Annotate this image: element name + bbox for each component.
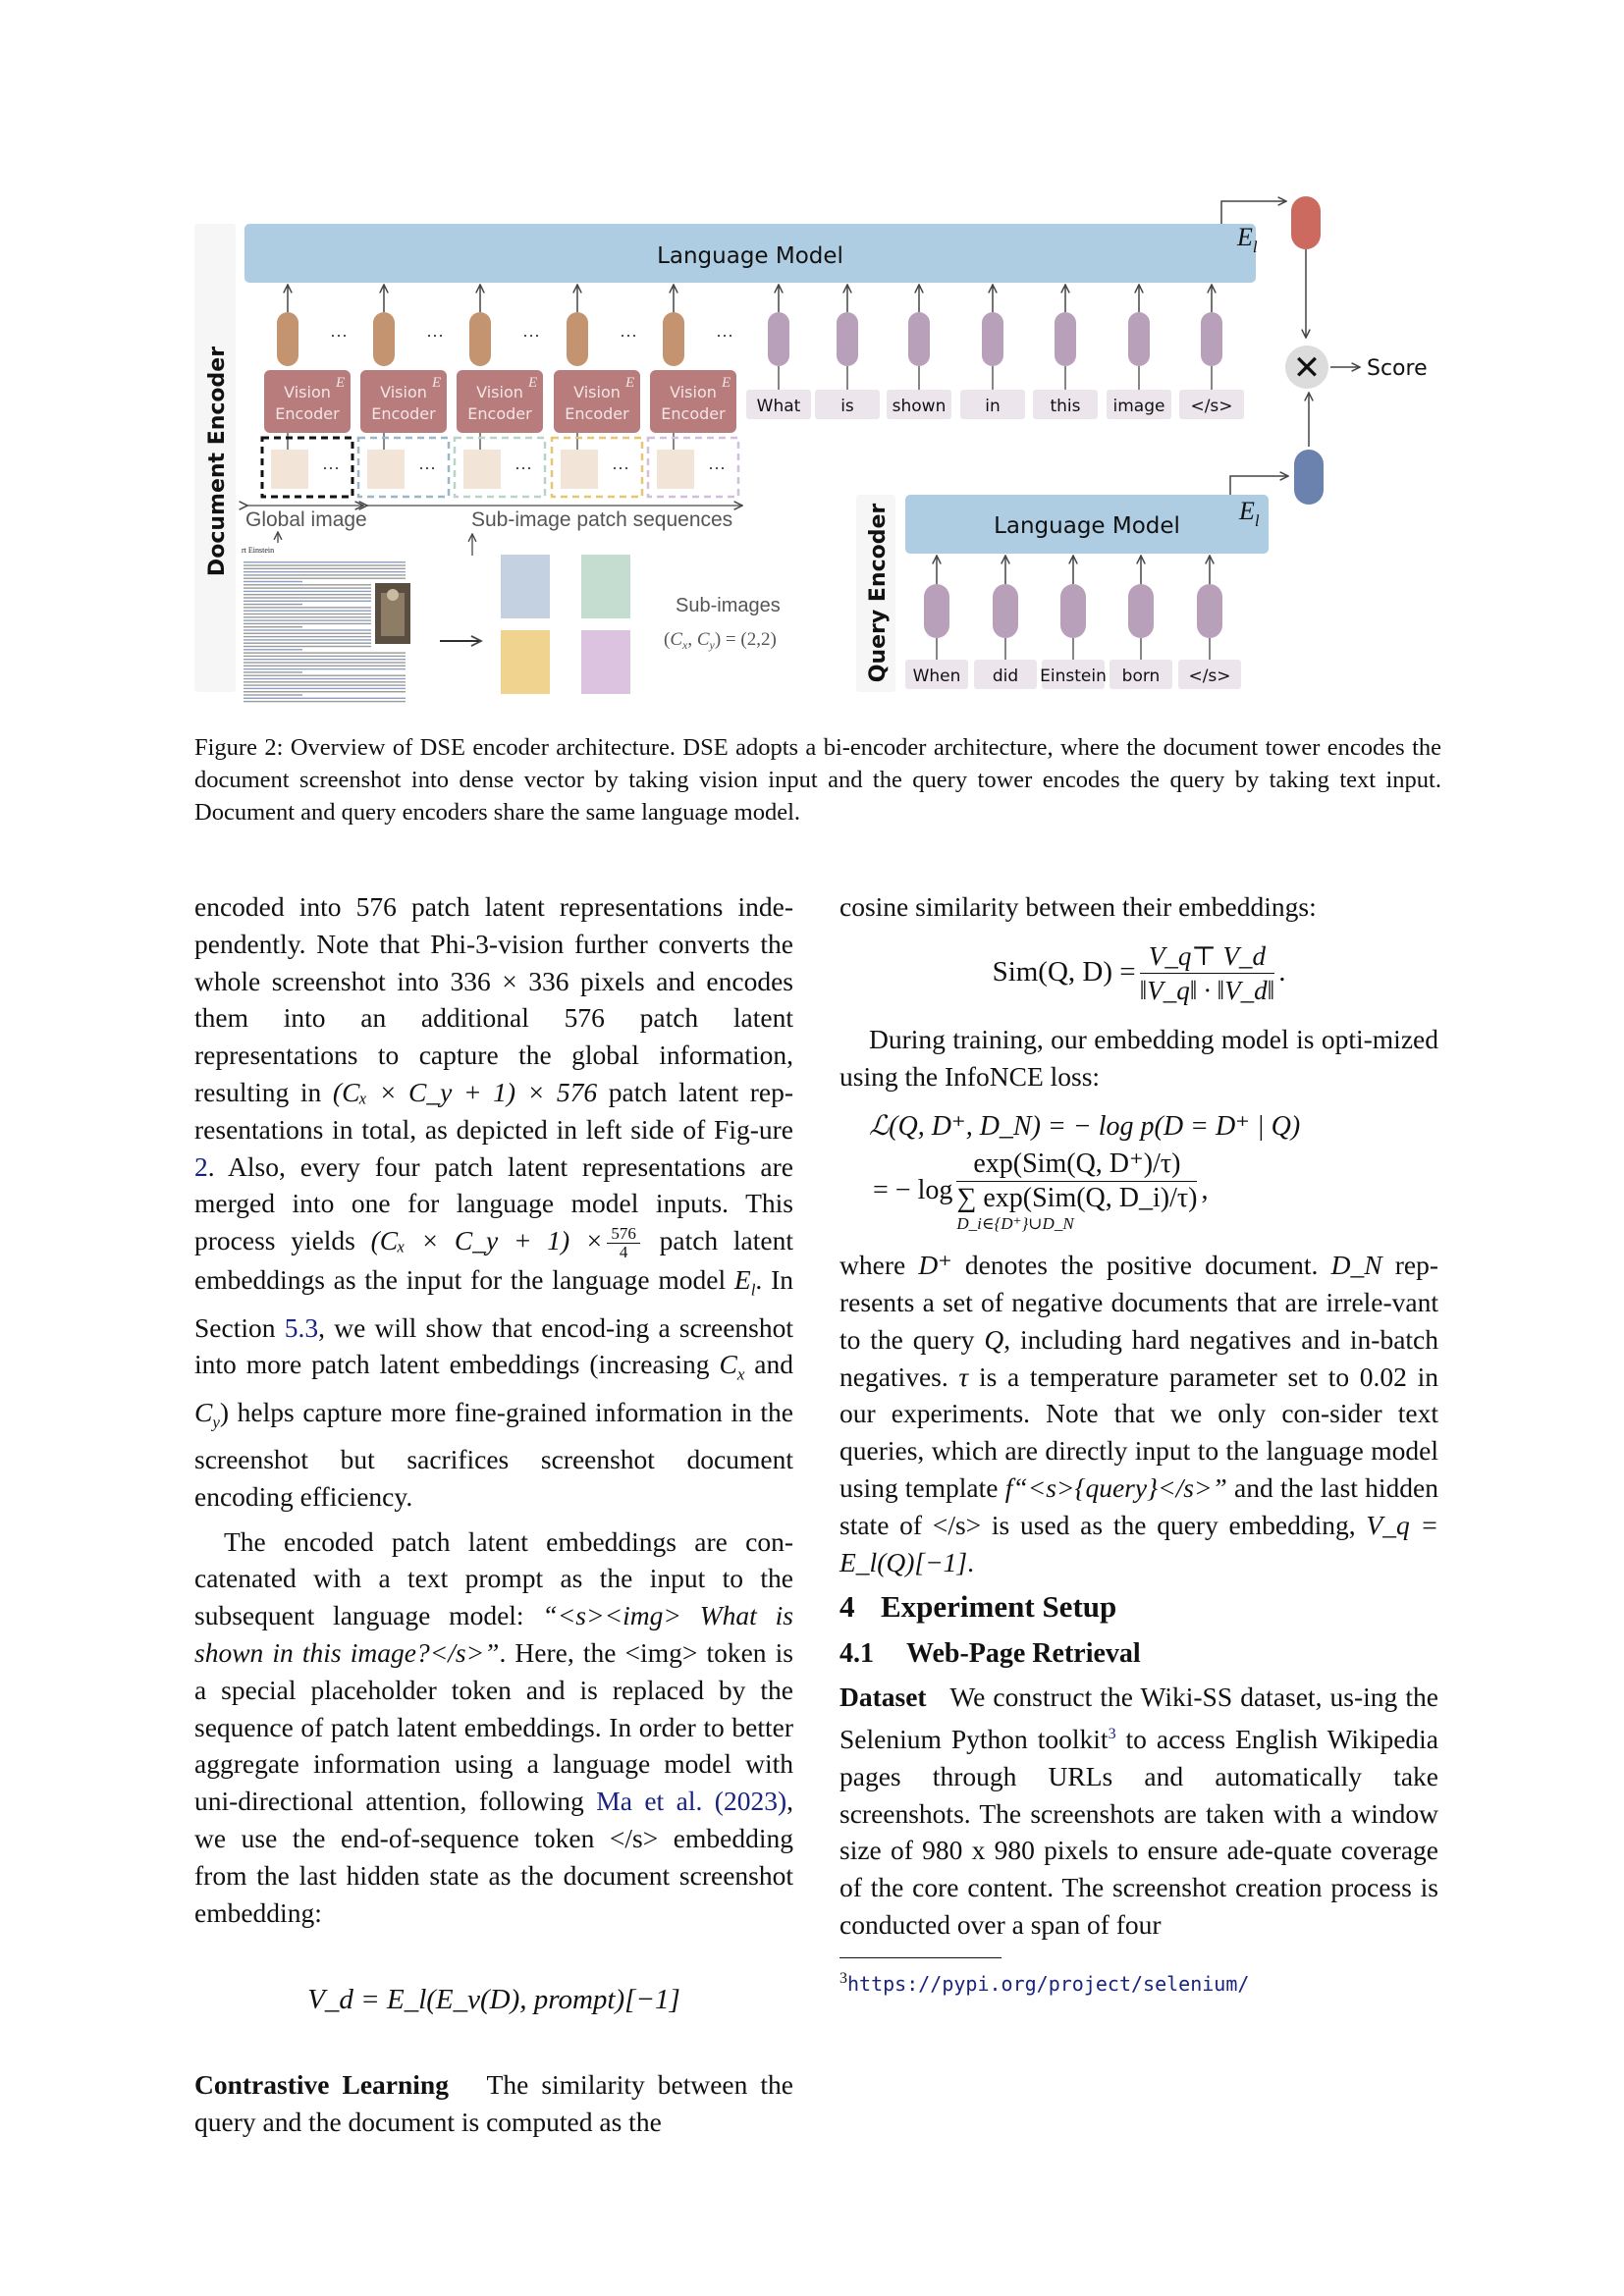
text-token-embedding bbox=[768, 312, 789, 366]
prompt-token-label: in bbox=[985, 397, 1001, 416]
query-token-embedding bbox=[1128, 584, 1154, 638]
ellipsis: ··· bbox=[514, 458, 532, 478]
vision-token bbox=[373, 312, 395, 366]
svg-text:Encoder: Encoder bbox=[275, 404, 340, 423]
vision-encoder-symbol: E bbox=[722, 375, 731, 391]
architecture-figure bbox=[187, 187, 1463, 717]
patch bbox=[657, 450, 694, 489]
doc-language-model-label: Language Model bbox=[657, 243, 843, 269]
footnote-divider bbox=[839, 1957, 1001, 1958]
global-image-label: Global image bbox=[245, 508, 367, 531]
vision-encoder-label: Vision bbox=[476, 383, 523, 401]
patch bbox=[463, 450, 501, 489]
patch bbox=[561, 450, 598, 489]
paragraph-negatives: where D⁺ denotes the positive document. D_N rep-resents a set of negative documents that are irrele-vant to the query Q, including hard negatives and in-batch negatives. τ is a temperature parameter set to 0.02 in our experiments. Note that we only con-sider text queries, which are directly input to the language model using template f“<s>{query}</s>” and the last hidden state of </s> is used as the query embedding, V_q = E_l(Q)[−1]. bbox=[839, 1250, 1438, 1577]
paragraph-cosine: cosine similarity between their embeddings: bbox=[839, 891, 1317, 922]
vision-encoder-label: Vision bbox=[380, 383, 427, 401]
ellipsis: ··· bbox=[418, 458, 436, 478]
prompt-token-label: shown bbox=[892, 397, 947, 416]
prompt-token-label: this bbox=[1050, 397, 1081, 416]
ellipsis: ··· bbox=[716, 326, 733, 346]
vision-encoder-symbol: E bbox=[432, 375, 442, 391]
ellipsis: ··· bbox=[522, 326, 540, 346]
query-token-embedding bbox=[1197, 584, 1222, 638]
ellipsis: ··· bbox=[322, 458, 340, 478]
vision-token bbox=[277, 312, 298, 366]
query-encoder-label: Query Encoder bbox=[866, 503, 891, 683]
text-token-embedding bbox=[908, 312, 930, 366]
paragraph-contrastive-learning: Contrastive Learning The similarity between the query and the document is computed as the bbox=[194, 2069, 793, 2137]
vision-encoder-symbol: E bbox=[625, 375, 635, 391]
svg-text:Encoder: Encoder bbox=[565, 404, 629, 423]
paragraph-text-prompt: The encoded patch latent embeddings are con-catenated with a text prompt as the input to the subsequent language model: “<s><img> What is shown in this image?</s>”. Here, the <img> token is a special placeholder token and is replaced by the sequence of patch latent embeddings. In order to better aggregate information using a language model with uni-directional attention, following Ma et al. (2023), we use the end-of-sequence token </s> embedding from the last hidden state as the document screenshot embedding: bbox=[194, 1525, 794, 1928]
text-token-embedding bbox=[837, 312, 858, 366]
footnote-ref-link[interactable]: 3 bbox=[1108, 1725, 1116, 1742]
sub-images-formula: ($C_x$, $C_y) = (2,2)$ bbox=[664, 629, 777, 652]
patch bbox=[271, 450, 308, 489]
vision-encoder-symbol: E bbox=[336, 375, 346, 391]
document-encoder-label: Document Encoder bbox=[205, 346, 230, 577]
prompt-token-label: What bbox=[756, 397, 801, 416]
query-lm-symbol: $E_l$ bbox=[1239, 497, 1260, 530]
figure-ref-link[interactable]: 2 bbox=[194, 1150, 208, 1182]
paragraph-infonce: During training, our embedding model is opti-mized using the InfoNCE loss: bbox=[839, 1023, 1438, 1092]
query-embedding bbox=[1294, 450, 1324, 505]
prompt-token-label: is bbox=[840, 397, 854, 416]
score-label: Score bbox=[1367, 356, 1428, 381]
equation-infonce-loss: ℒ(Q, D⁺, D_N) = − log p(D = D⁺ | Q) = − log exp(Sim(Q, D⁺)/τ) ∑ exp(Sim(Q, D_i)/τ) D_i∈{D⁺}∪D_N , bbox=[869, 1111, 1301, 1234]
text-token-embedding bbox=[1128, 312, 1150, 366]
sub-image-1 bbox=[501, 555, 550, 618]
text-token-embedding bbox=[1055, 312, 1076, 366]
vision-encoder-label: Vision bbox=[573, 383, 621, 401]
query-token-label: When bbox=[912, 667, 961, 686]
citation-link[interactable]: Ma et al. (2023) bbox=[596, 1786, 787, 1817]
vision-token bbox=[567, 312, 588, 366]
patch bbox=[367, 450, 405, 489]
query-token-label: Einstein bbox=[1040, 667, 1107, 686]
multiply-icon: ✕ bbox=[1292, 348, 1322, 388]
ellipsis: ··· bbox=[708, 458, 726, 478]
query-language-model-label: Language Model bbox=[994, 513, 1180, 539]
text-token-embedding bbox=[982, 312, 1003, 366]
query-token-embedding bbox=[993, 584, 1018, 638]
vision-token bbox=[469, 312, 491, 366]
query-token-label: </s> bbox=[1188, 667, 1231, 686]
query-token-embedding bbox=[1060, 584, 1086, 638]
figure-caption: Figure 2: Overview of DSE encoder architecture. DSE adopts a bi-encoder architecture, where the document tower encodes the document screenshot into dense vector by taking vision input and the query tower encodes the query by taking text input. Document and query encoders share the same language model. bbox=[194, 734, 1441, 826]
section-heading-experiment-setup: 4 Experiment Setup bbox=[839, 1589, 1117, 1625]
vision-token bbox=[663, 312, 684, 366]
section-ref-link[interactable]: 5.3 bbox=[284, 1311, 319, 1343]
subsection-heading-web-page-retrieval: 4.1 Web-Page Retrieval bbox=[839, 1638, 1141, 1670]
equation-similarity: Sim(Q, D) = $\frac{V\_q⊤ V\_d}{‖V\_q‖ \cdot ‖V\_d‖}$ . bbox=[992, 940, 1286, 1005]
sub-image-4 bbox=[581, 630, 630, 694]
doc-lm-symbol: $E_l$ bbox=[1237, 223, 1258, 256]
paragraph-patch-representation: encoded into 576 patch latent representations inde-pendently. Note that Phi-3-vision further converts the whole screenshot into 336 × 336 pixels and encodes them into an additional 576 patch latent representations to capture the global information, resulting in (Cₓ × C_y + 1) × 576 patch latent rep-resentations in total, as depicted in left side of Fig-ure 2. Also, every four patch latent representations are merged into one for language model inputs. This process yields (Cₓ × C_y + 1) × $\frac{576}{4}$ patch latent embeddings as the input for the language model $E_l$. In Section 5.3, we will show that encod-ing a screenshot into more patch latent embeddings (increasing $C_x$ and $C_y$) helps capture more fine-grained information in the screenshot but sacrifices screenshot document encoding efficiency. bbox=[194, 891, 793, 1512]
svg-text:Encoder: Encoder bbox=[661, 404, 726, 423]
query-token-embedding bbox=[924, 584, 949, 638]
ellipsis: ··· bbox=[620, 326, 637, 346]
ellipsis: ··· bbox=[330, 326, 348, 346]
text-token-embedding bbox=[1201, 312, 1222, 366]
vision-encoder-label: Vision bbox=[284, 383, 331, 401]
right-column bbox=[839, 888, 1438, 2002]
ellipsis: ··· bbox=[426, 326, 444, 346]
prompt-token-label: image bbox=[1112, 397, 1165, 416]
vision-encoder-label: Vision bbox=[670, 383, 717, 401]
sub-image-2 bbox=[581, 555, 630, 618]
sub-image-label: Sub-image patch sequences bbox=[471, 508, 733, 531]
document-embedding bbox=[1291, 196, 1321, 249]
svg-text:Encoder: Encoder bbox=[467, 404, 532, 423]
sub-images-label: Sub-images bbox=[676, 595, 781, 616]
wikipedia-screenshot-thumbnail bbox=[240, 543, 412, 702]
query-token-label: born bbox=[1121, 667, 1161, 686]
equation-document-embedding: V_d = E_l(E_v(D), prompt)[−1] bbox=[307, 1984, 680, 2016]
footnote: $^3$https://pypi.org/project/selenium/ bbox=[839, 1969, 1250, 1996]
vision-encoder-symbol: E bbox=[528, 375, 538, 391]
sub-image-3 bbox=[501, 630, 550, 694]
left-column bbox=[194, 888, 793, 2141]
contrastive-learning-heading: Contrastive Learning bbox=[194, 2069, 449, 2101]
paragraph-dataset: Dataset We construct the Wiki-SS dataset, us-ing the Selenium Python toolkit$^3$ to access English Wikipedia pages through URLs and automatically take screenshots. The screenshots are taken with a window size of 980 x 980 pixels to ensure ade-quate coverage of the core content. The screenshot creation process is conducted over a span of four bbox=[839, 1681, 1439, 1940]
query-token-label: did bbox=[992, 667, 1019, 686]
svg-text:Encoder: Encoder bbox=[371, 404, 436, 423]
prompt-token-label: </s> bbox=[1190, 397, 1233, 416]
footnote-url-link[interactable]: https://pypi.org/project/selenium/ bbox=[847, 1971, 1250, 1996]
svg-text:rt Einstein: rt Einstein bbox=[242, 546, 275, 555]
ellipsis: ··· bbox=[612, 458, 629, 478]
